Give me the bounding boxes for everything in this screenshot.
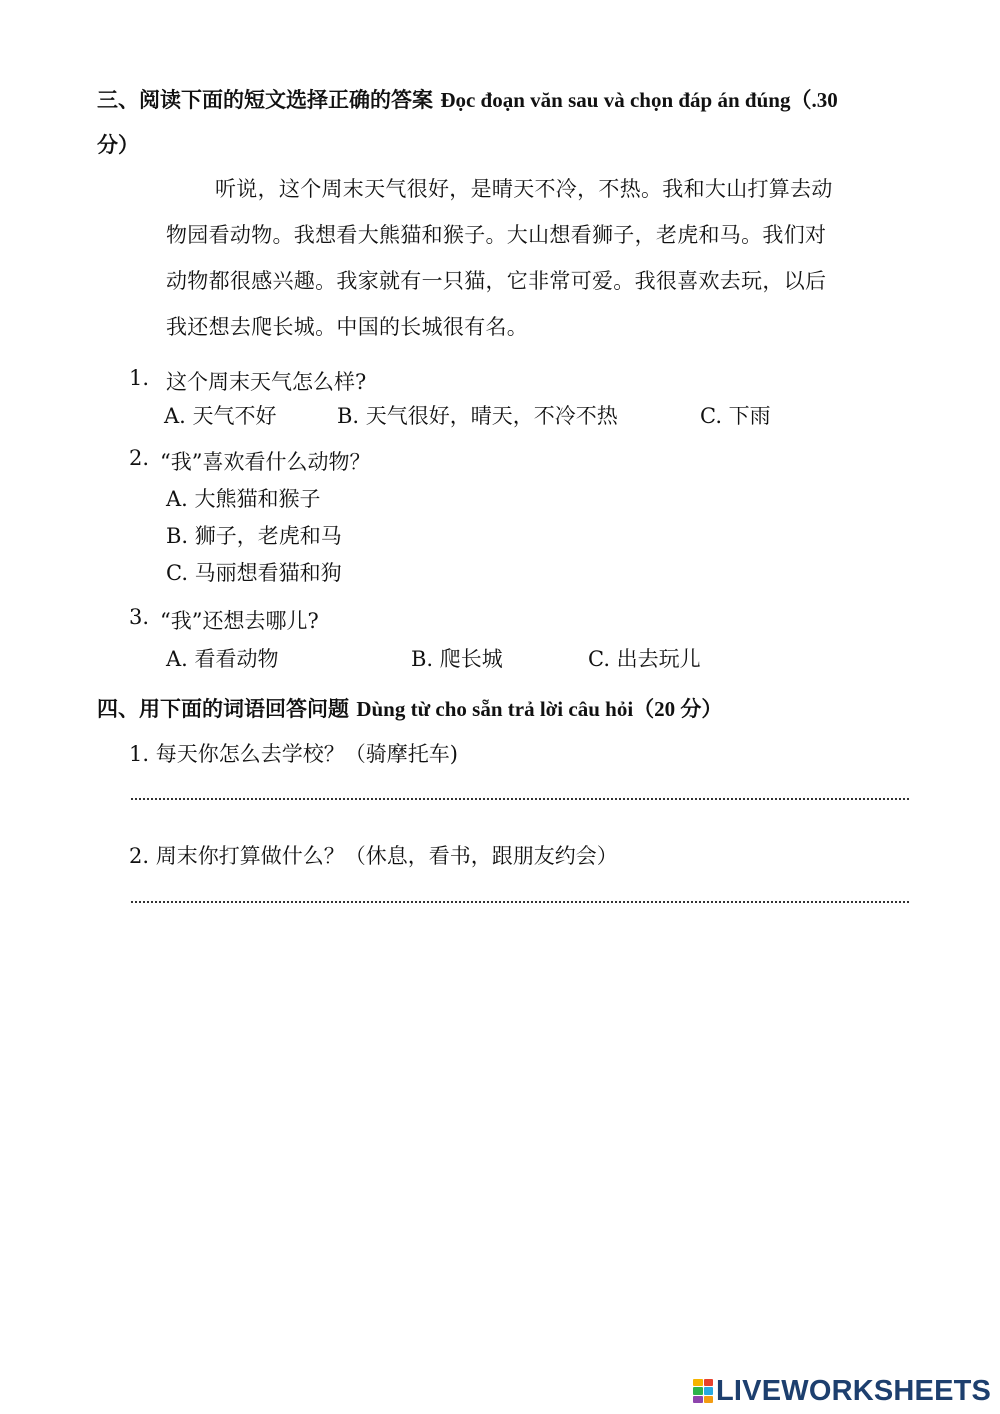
question-1-option-c[interactable]: C. 下雨 (700, 404, 771, 428)
question-3-option-c[interactable]: C. 出去玩儿 (588, 647, 701, 671)
section4-heading-cn: 四、用下面的词语回答问题 (97, 696, 349, 721)
section3-heading-vi: Đọc đoạn văn sau và chọn đáp án đúng（.30 (440, 88, 838, 112)
logo-tile-1 (693, 1379, 703, 1386)
question-2-option-c[interactable]: C. 马丽想看猫和狗 (166, 561, 342, 585)
liveworksheets-mark-icon (693, 1379, 713, 1403)
liveworksheets-logo (693, 1376, 991, 1406)
question-3-option-b[interactable]: B. 爬长城 (411, 647, 503, 671)
question-1-text: 这个周末天气怎么样? (166, 370, 367, 394)
question-2-number: 2. (129, 446, 150, 470)
answer-question-1: 1. 每天你怎么去学校？（骑摩托车) (129, 742, 458, 766)
passage-line-2: 物园看动物。我想看大熊猫和猴子。大山想看狮子，老虎和马。我们对 (166, 223, 827, 247)
answer-question-2: 2. 周末你打算做什么？（休息，看书，跟朋友约会） (129, 844, 618, 868)
question-2-option-a[interactable]: A. 大熊猫和猴子 (166, 487, 321, 511)
passage-line-4: 我还想去爬长城。中国的长城很有名。 (166, 315, 529, 339)
section3-heading-cn: 三、阅读下面的短文选择正确的答案 (97, 87, 433, 112)
section4-heading (97, 693, 722, 723)
passage-line-3: 动物都很感兴趣。我家就有一只猫，它非常可爱。我很喜欢去玩，以后 (166, 269, 827, 293)
section4-heading-vi: Dùng từ cho sẵn trả lời câu hỏi（20 分） (356, 697, 723, 721)
question-2-option-b[interactable]: B. 狮子，老虎和马 (166, 524, 342, 548)
section3-heading-line2: 分） (97, 132, 139, 157)
question-2-text: “我”喜欢看什么动物？ (160, 450, 371, 474)
passage-line-1: 听说，这个周末天气很好，是晴天不冷，不热。我和大山打算去动 (215, 177, 833, 201)
question-1-option-b[interactable]: B. 天气很好，晴天，不冷不热 (337, 404, 618, 428)
question-1-number: 1. (129, 366, 150, 390)
question-3-text: “我”还想去哪儿? (160, 609, 319, 633)
answer-line-1[interactable] (131, 798, 909, 800)
question-3-option-a[interactable]: A. 看看动物 (166, 647, 279, 671)
question-3-number: 3. (129, 605, 150, 629)
logo-tile-4 (704, 1387, 714, 1394)
logo-tile-5 (693, 1396, 703, 1403)
answer-line-2[interactable] (131, 901, 909, 903)
logo-tile-6 (704, 1396, 714, 1403)
logo-tile-2 (704, 1379, 714, 1386)
question-1-option-a[interactable]: A. 天气不好 (164, 404, 277, 428)
section3-heading (97, 84, 838, 114)
liveworksheets-brand: LIVEWORKSHEETS (716, 1374, 992, 1407)
logo-tile-3 (693, 1387, 703, 1394)
